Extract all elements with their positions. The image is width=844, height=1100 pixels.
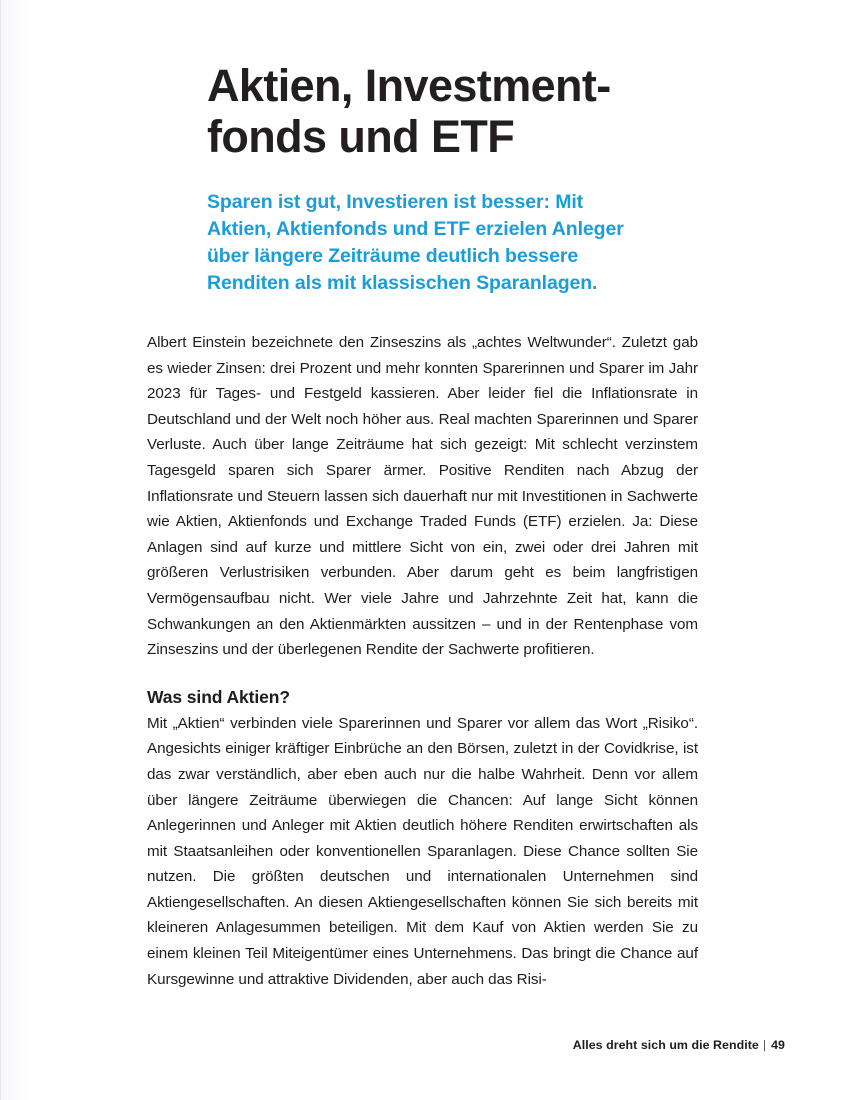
lead-line-1: Sparen ist gut, Investieren ist besser: Mit	[207, 191, 584, 213]
lead-text	[207, 189, 687, 297]
chapter-title	[207, 60, 727, 162]
chapter-title-line-1: Aktien, Investment-	[207, 60, 611, 111]
footer-page-number: 49	[771, 1038, 785, 1052]
chapter-title-line-2: fonds und ETF	[207, 111, 515, 162]
body-paragraph-1: Albert Einstein bezeichnete den Zinseszins als „achtes Weltwunder“. Zuletzt gab es wieder Zinsen: drei Prozent und mehr konnten Sparerinnen und Sparer im Jahr 2023 für Tages- und Festgeld kassieren. Aber leider fiel die Inflationsrate in Deutschland und der Welt noch höher aus. Real machten Sparerinnen und Sparer Verluste. Auch über lange Zeiträume hat sich gezeigt: Mit schlecht verzinstem Tagesgeld sparen sich Sparer ärmer. Positive Renditen nach Abzug der Inflationsrate und Steuern lassen sich dauerhaft nur mit Investitionen in Sachwerte wie Aktien, Aktienfonds und Exchange Traded Funds (ETF) erzielen. Ja: Diese Anlagen sind auf kurze und mittlere Sicht von ein, zwei oder drei Jahren mit größeren Verlustrisiken verbunden. Aber darum geht es beim langfristigen Vermögensaufbau nicht. Wer viele Jahre und Jahrzehnte Zeit hat, kann die Schwankungen an den Aktienmärkten aussitzen – und in der Rentenphase vom Zinseszins und der überlegenen Rendite der Sachwerte profitieren.	[147, 334, 698, 659]
section-heading-was-sind-aktien: Was sind Aktien?	[147, 686, 290, 707]
lead-paragraph	[207, 189, 687, 297]
footer-running-title: Alles dreht sich um die Rendite	[572, 1038, 759, 1052]
lead-line-3: über längere Zeiträume deutlich bessere	[207, 245, 579, 267]
lead-line-4: Renditen als mit klassischen Sparanlagen.	[207, 272, 598, 294]
footer-separator: |	[762, 1038, 767, 1052]
page-title	[207, 60, 727, 162]
body-column	[147, 330, 698, 992]
body-paragraph-2: Mit „Aktien“ verbinden viele Sparerinnen und Sparer vor allem das Wort „Risiko“. Angesichts einiger kräftiger Einbrüche an den Börsen, zuletzt in der Covidkrise, ist das zwar verständlich, aber eben auch nur die halbe Wahrheit. Denn vor allem über längere Zeiträume überwiegen die Chancen: Auf lange Sicht können Anlegerinnen und Anleger mit Aktien deutlich höhere Renditen erwirtschaften als mit Staatsanleihen oder konventionellen Sparanlagen. Diese Chance sollten Sie nutzen. Die größten deutschen und internationalen Unternehmen sind Aktiengesellschaften. An diesen Aktiengesellschaften können Sie sich bereits mit kleineren Anlagesummen beteiligen. Mit dem Kauf von Aktien werden Sie zu einem kleinen Teil Miteigentümer eines Unternehmens. Das bringt die Chance auf Kursgewinne und attraktive Dividenden, aber auch das Risi-	[147, 714, 698, 988]
lead-line-2: Aktien, Aktienfonds und ETF erzielen Anleger	[207, 218, 624, 240]
page-footer	[147, 1038, 785, 1052]
